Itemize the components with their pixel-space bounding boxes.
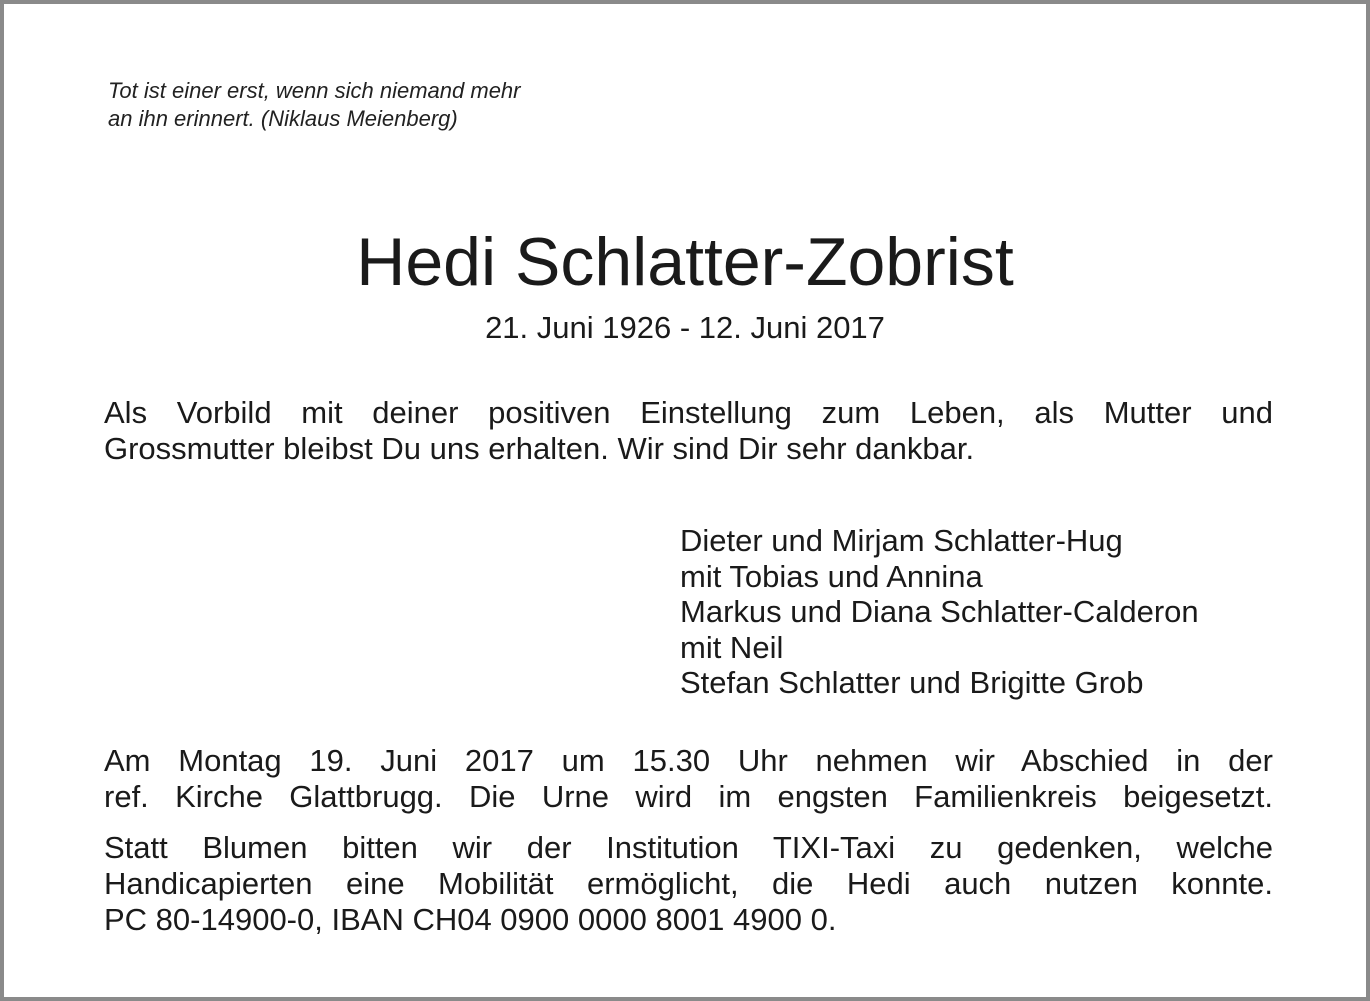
tribute-line: Als Vorbild mit deiner positiven Einstellung zum Leben, als Mutter und bbox=[104, 395, 1273, 430]
donation-line: Statt Blumen bitten wir der Institution TIXI-Taxi zu gedenken, welche bbox=[104, 830, 1273, 865]
life-dates: 21. Juni 1926 - 12. Juni 2017 bbox=[485, 310, 885, 345]
mourners-list bbox=[680, 523, 1199, 701]
donation-line: Handicapierten eine Mobilität ermöglicht, die Hedi auch nutzen konnte. bbox=[104, 866, 1273, 901]
donation-paragraph bbox=[104, 830, 1273, 938]
epigraph-quote bbox=[108, 77, 521, 133]
quote-line: Tot ist einer erst, wenn sich niemand mehr bbox=[108, 78, 521, 103]
ceremony-line: ref. Kirche Glattbrugg. Die Urne wird im engsten Familienkreis beigesetzt. bbox=[104, 779, 1273, 814]
mourner-line: mit Tobias und Annina bbox=[680, 558, 983, 594]
mourner-line: mit Neil bbox=[680, 629, 784, 665]
donation-line: PC 80-14900-0, IBAN CH04 0900 0000 8001 4900 0. bbox=[104, 902, 837, 937]
ceremony-paragraph bbox=[104, 743, 1273, 815]
mourner-line: Stefan Schlatter und Brigitte Grob bbox=[680, 665, 1144, 700]
mourner-line: Dieter und Mirjam Schlatter-Hug bbox=[680, 523, 1123, 558]
quote-line: an ihn erinnert. (Niklaus Meienberg) bbox=[108, 106, 458, 131]
tribute-paragraph bbox=[104, 395, 1273, 467]
deceased-name: Hedi Schlatter-Zobrist bbox=[356, 224, 1014, 300]
tribute-line: Grossmutter bleibst Du uns erhalten. Wir sind Dir sehr dankbar. bbox=[104, 431, 975, 466]
ceremony-line: Am Montag 19. Juni 2017 um 15.30 Uhr nehmen wir Abschied in der bbox=[104, 743, 1273, 778]
mourner-line: Markus und Diana Schlatter-Calderon bbox=[680, 594, 1199, 629]
